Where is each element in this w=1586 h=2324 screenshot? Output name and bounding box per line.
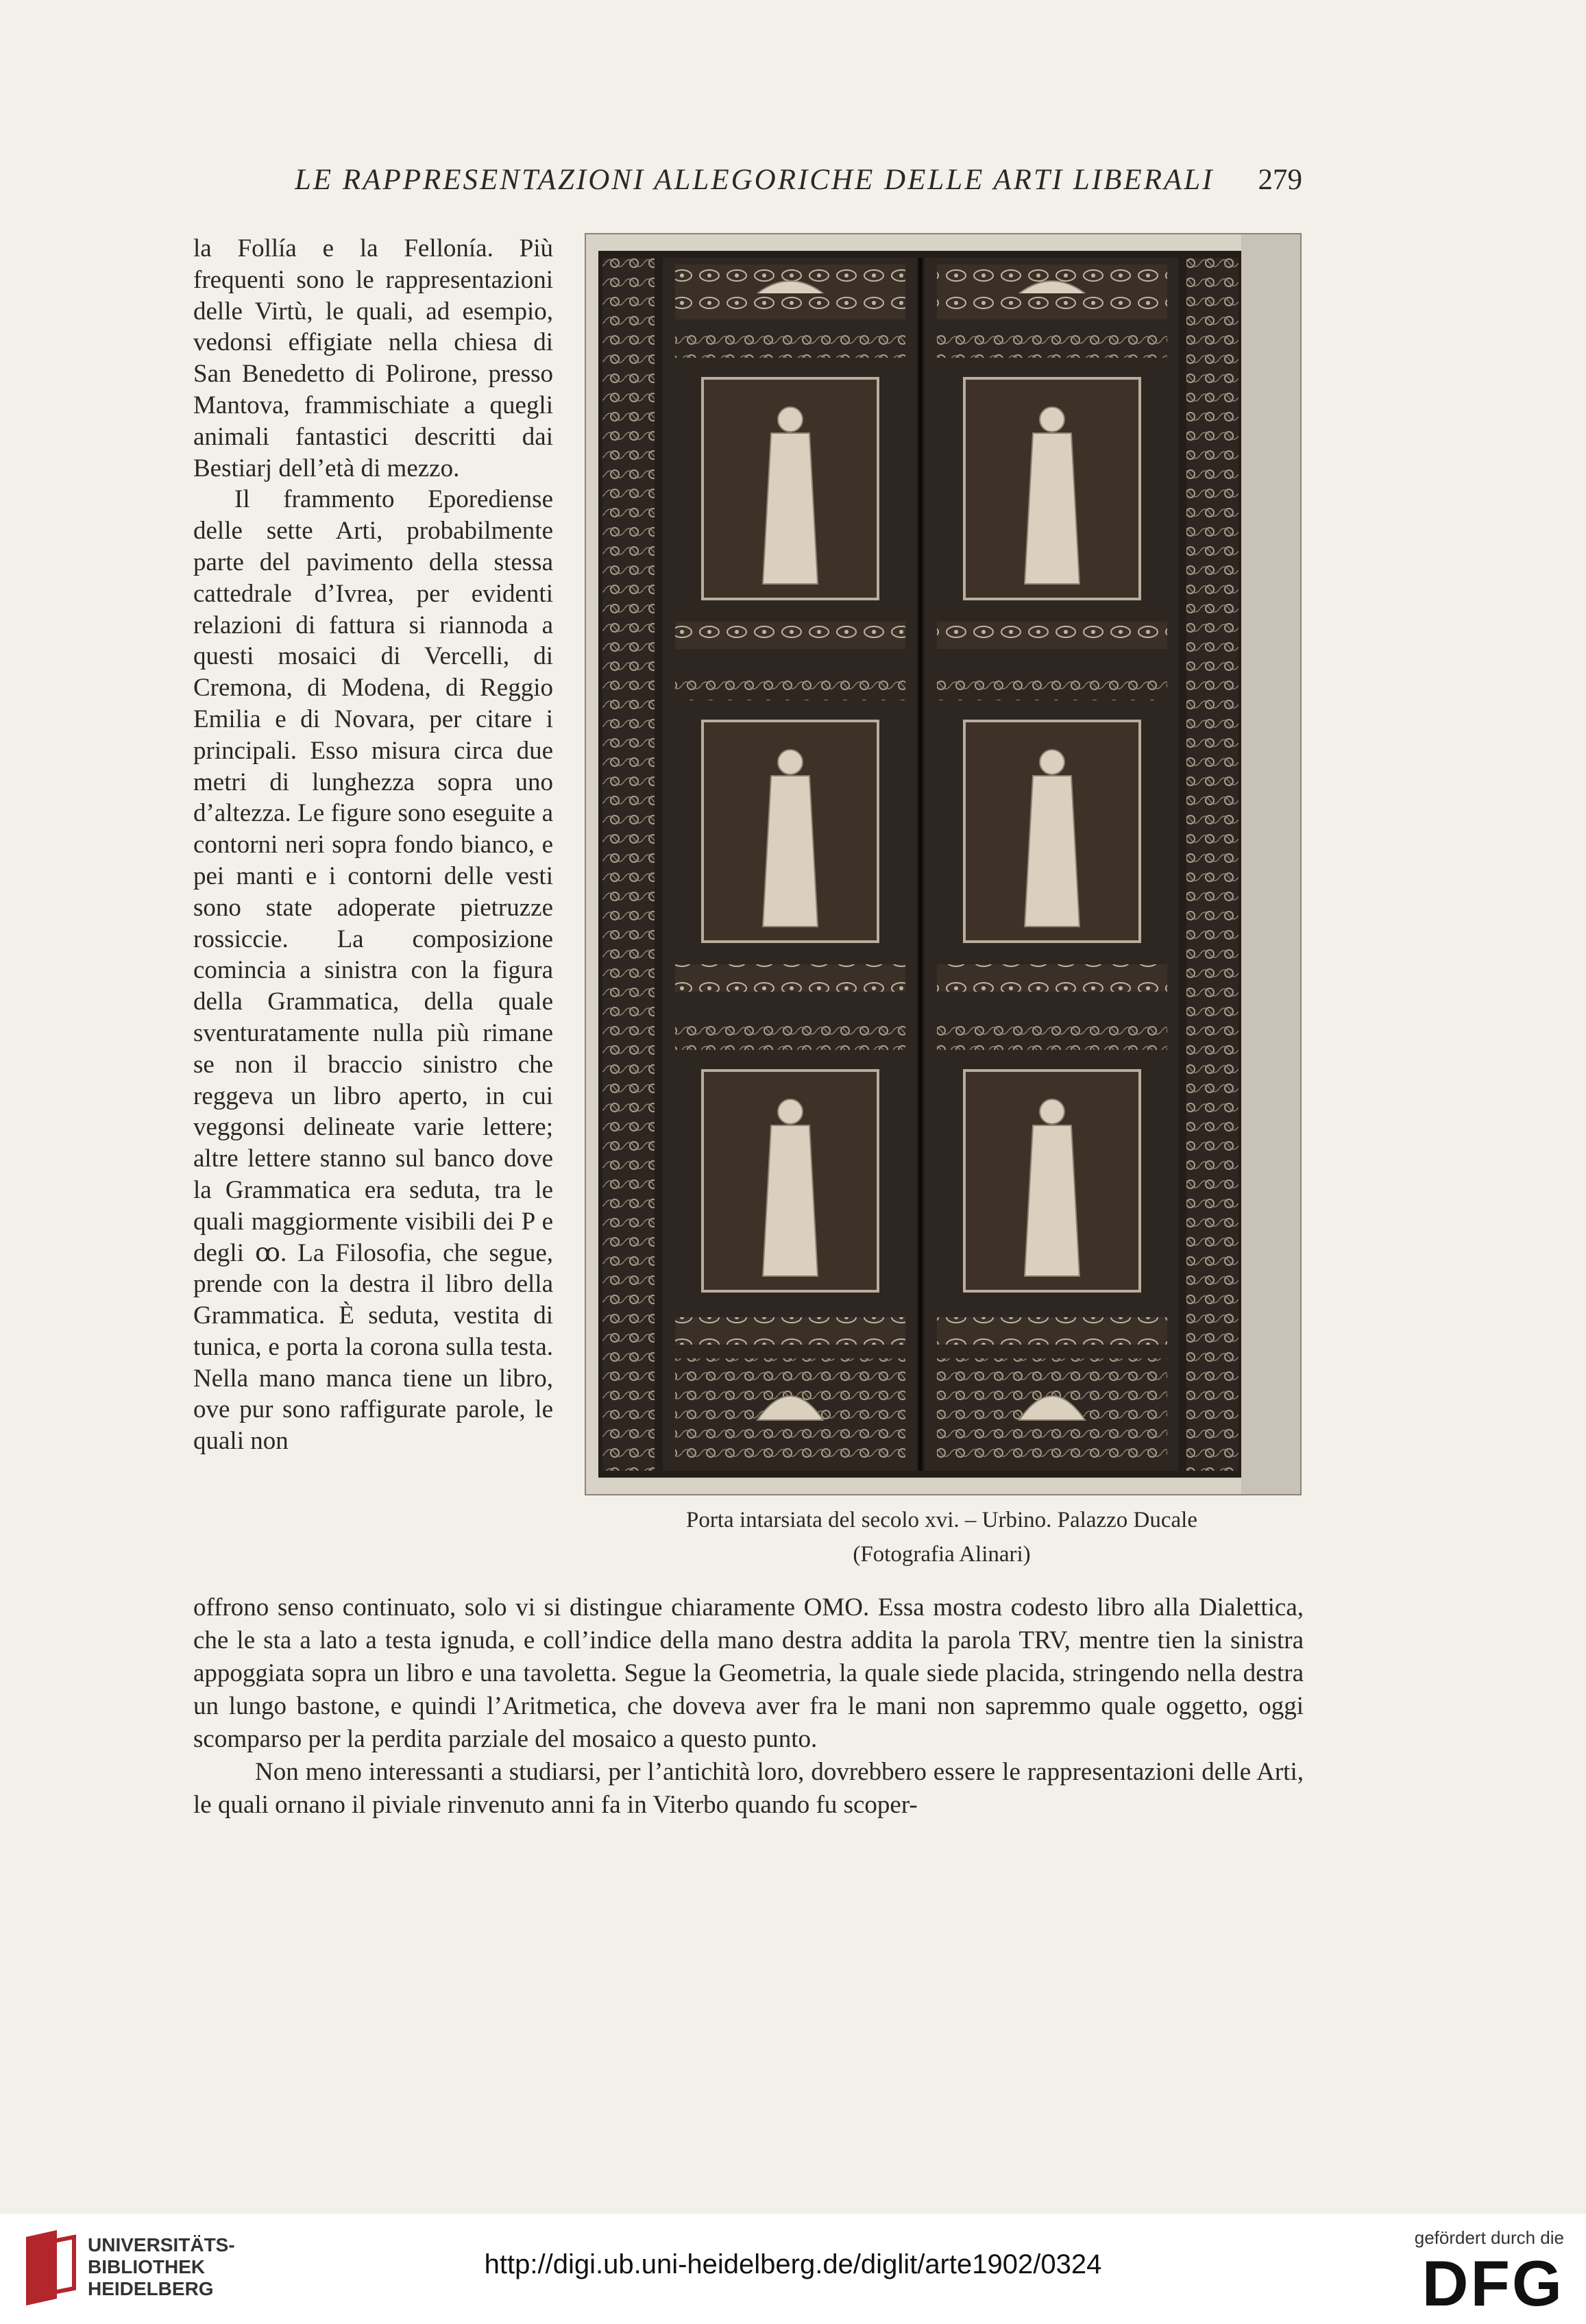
caption-credit: (Fotografia Alinari) [853, 1542, 1031, 1567]
library-name-line-3: HEIDELBERG [88, 2278, 214, 2299]
column-paragraph-1: la Follía e la Fellonía. Più frequenti sono le rappresentazioni delle Virtù, le quali, ad esempio, vedonsi effigiate nella chiesa di San Benedetto di Polirone, presso Mantova, frammischiate a quegli animali fantastici descritti dai Bestiarj dell’età di mezzo. [193, 234, 553, 482]
running-title: LE RAPPRESENTAZIONI ALLEGORICHE DELLE ARTI LIBERALI [295, 164, 1215, 196]
dfg-logo: DFG [1422, 2247, 1564, 2319]
permalink-url[interactable]: http://digi.ub.uni-heidelberg.de/diglit/arte1902/0324 [484, 2249, 1102, 2279]
funded-by-text: gefördert durch die [1414, 2227, 1564, 2248]
column-text [193, 233, 553, 1457]
column-paragraph-2: Il frammento Eporediense delle sette Arti, probabilmente parte del pavimento della stessa cattedrale d’Ivrea, per evidenti relazioni di fattura si riannoda a questi mosaici di Vercelli, di Cremona, di Modena, di Reggio Emilia e di Novara, per citare i principali. Esso misura circa due metri di lunghezza sopra uno d’altezza. Le figure sono eseguite a contorni neri sopra fondo bianco, e pei manti e i contorni delle vesti sono state adoperate pietruzze rossiccie. La composizione comincia a sinistra con la figura della Grammatica, della quale sventuratamente nulla più rimane se non il braccio sinistro che reggeva un libro aperto, in cui veggonsi delineate varie lettere; altre lettere stanno sul banco dove la Grammatica era seduta, tra le quali maggiormente visibili dei P e degli ꝏ. La Filosofia, che segue, prende con la destra il libro della Grammatica. È seduta, vestita di tunica, e porta la corona sulla testa. Nella mano manca tiene un libro, ove pur sono raffigurate parole, le quali non [193, 485, 553, 1456]
caption-title: Porta intarsiata del secolo xvi. – Urbino. Palazzo Ducale [686, 1508, 1197, 1532]
page-header [295, 163, 1302, 211]
digitization-footer [0, 2214, 1586, 2324]
library-name-line-2: BIBLIOTHEK [88, 2256, 206, 2277]
inlaid-door-illustration [586, 234, 1300, 1494]
library-name-line-1: UNIVERSITÄTS- [88, 2234, 235, 2255]
figure-caption [585, 1503, 1299, 1571]
full-paragraph-1: offrono senso continuato, solo vi si distingue chiaramente OMO. Essa mostra codesto libro alla Dialettica, che le sta a lato a testa ignuda, e coll’indice della mano destra addita la parola TRV, mentre tien la sinistra appoggiata sopra un libro e una tavoletta. Segue la Geometria, la quale siede placida, stringendo nella destra un lungo bastone, e quindi l’Aritmetica, che doveva aver fra le mani non sapremmo quale oggetto, oggi scomparso per la perdita parziale del mosaico a questo punto. [193, 1593, 1304, 1753]
door-photograph [585, 233, 1302, 1495]
full-width-text [193, 1591, 1304, 1822]
page-number: 279 [1258, 164, 1302, 196]
full-paragraph-2: Non meno interessanti a studiarsi, per l’antichità loro, dovrebbero essere le rappresentazioni delle Arti, le quali ornano il piviale rinvenuto anni fa in Viterbo quando fu scoper- [193, 1758, 1304, 1819]
